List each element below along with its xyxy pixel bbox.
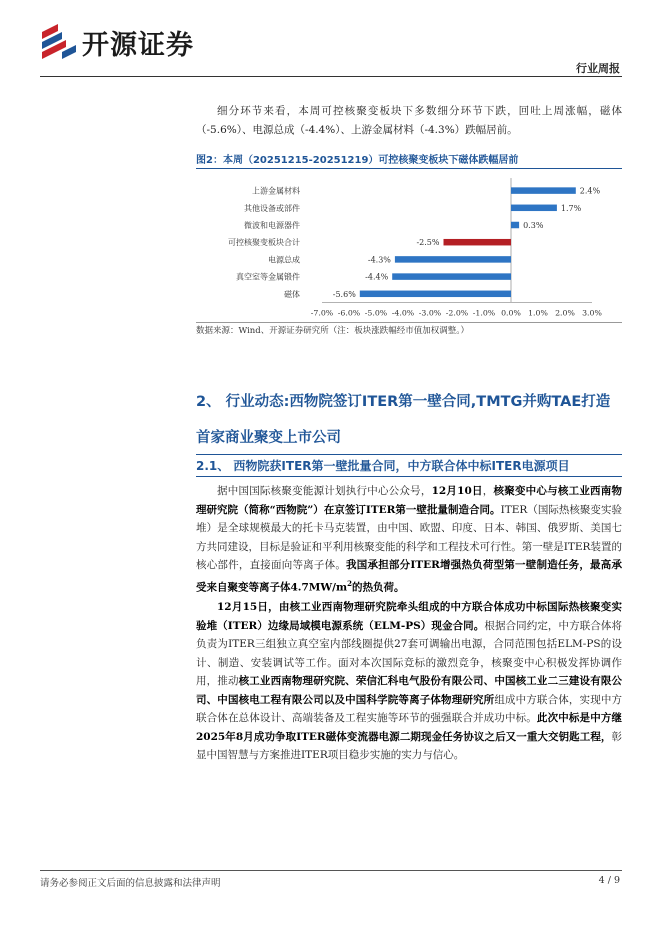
section-2-title: 2、 行业动态:西物院签订ITER第一壁合同,TMTG并购TAE打造首家商业聚变上市公司 [196, 394, 611, 446]
category-label-3: 可控核聚变板块合计 [228, 238, 300, 248]
p3-bold-members: 核工业西南物理研究院、荣信汇科电气股份有限公司、中国核工业二三建设有限公司、中国核电工程有限公司以及中国科学院等离子体物理研究所 [196, 675, 623, 706]
p2-text-1: 据中国国际核聚变能源计划执行中心公众号， [217, 485, 432, 497]
data-label-0: 2.4% [579, 186, 601, 196]
data-label-3: -2.5% [416, 238, 440, 248]
figure-source: 数据来源：Wind、开源证券研究所（注：板块涨跌幅经市值加权调整。） [196, 326, 469, 336]
section-2-1-rule [196, 476, 622, 477]
figure-title-rule [196, 168, 622, 169]
p3-text-2: 组成中方联合体，实现中方联合体在总体设计、高端装备及工程实施等环节的强强联合并成功中标。 [196, 693, 623, 724]
data-label-4: -4.3% [367, 255, 391, 265]
bar-4 [395, 256, 511, 263]
report-type: 行业周报 [576, 62, 620, 75]
section-2-rule [196, 454, 622, 455]
data-label-6: -5.6% [332, 289, 356, 299]
logo-text: 开源证券 [82, 30, 194, 61]
data-label-2: 0.3% [523, 221, 544, 230]
category-label-6: 磁体 [284, 289, 300, 299]
section-2-1-title: 2.1、 西物院获ITER第一壁批量合同，中方联合体中标ITER电源项目 [196, 459, 570, 473]
data-label-5: -4.4% [365, 272, 389, 282]
paragraph-elm-ps [196, 598, 622, 765]
p2-text-3: ITER（国际热核聚变实验堆）是全球规模最大的托卡马克装置，由中国、欧盟、印度、日本、韩国、俄罗斯、美国七方共同建设，目标是验证和平利用核聚变能的科学和工程技术可行性。第一壁是ITER装置的核心部件，直接面向等离子体。 [196, 503, 622, 571]
source-rule [196, 322, 622, 323]
x-tick-label-7: 0.0% [501, 308, 521, 318]
logo-mark [40, 22, 80, 62]
category-label-5: 真空室等金属锻件 [236, 272, 300, 282]
bar-6 [360, 291, 511, 298]
category-label-0: 上游金属材料 [252, 186, 300, 196]
p3-text-1: 根据合同约定，中方联合体将负责为ITER三组独立真空室内部线圈提供27套可调输出电源，合同范围包括ELM-PS的设计、制造、安装调试等工作。面对本次国际竞标的激烈竞争，核聚变中心积极发挥协调作用，推动 [196, 619, 622, 687]
p2-bold-contract: 核聚变中心与核工业西南物理研究院（简称“西物院”）在京签订ITER第一壁批量制造合同。 [196, 485, 623, 516]
category-label-2: 微波和电源器件 [244, 221, 300, 230]
bar-1 [511, 205, 557, 212]
x-tick-label-5: -2.0% [445, 308, 469, 318]
data-label-1: 1.7% [560, 203, 582, 213]
bar-3 [444, 239, 512, 246]
header-divider [40, 76, 622, 77]
p3-text-3: 彰显中国智慧与方案推进ITER项目稳步实施的实力与信心。 [196, 730, 622, 761]
p2-bold-date: 12月10日 [431, 485, 483, 497]
x-tick-label-3: -4.0% [391, 308, 415, 318]
x-tick-label-2: -5.0% [364, 308, 388, 318]
bar-0 [511, 187, 576, 194]
x-tick-label-10: 3.0% [582, 308, 602, 318]
x-tick-label-6: -1.0% [472, 308, 496, 318]
x-tick-label-0: -7.0% [310, 308, 334, 318]
footer-divider [40, 870, 622, 871]
x-tick-label-9: 2.0% [555, 308, 575, 318]
bar-chart [196, 174, 622, 322]
p2-superscript: 2 [347, 578, 353, 588]
p2-bold-task: 我国承担部分ITER增强热负荷型第一壁制造任务，最高承受来自聚变等离子体4.7MW/m [196, 559, 622, 593]
paragraph-iter-first-wall [196, 482, 622, 597]
category-label-4: 电源总成 [268, 255, 300, 265]
footer-disclaimer: 请务必参阅正文后面的信息披露和法律声明 [40, 878, 221, 889]
p2-bold-end: 的热负荷。 [352, 581, 405, 593]
intro-paragraph: 细分环节来看，本周可控核聚变板块下多数细分环节下跌，回吐上周涨幅，磁体（-5.6%）、电源总成（-4.4%）、上游金属材料（-4.3%）跌幅居前。 [196, 105, 622, 136]
bar-5 [392, 273, 511, 280]
x-tick-label-8: 1.0% [528, 308, 548, 318]
p3-bold-milestone: 此次中标是中方继2025年8月成功争取ITER磁体变流器电源二期现金任务协议之后又一重大交钥匙工程， [196, 712, 622, 743]
category-label-1: 其他设备或部件 [244, 203, 300, 213]
figure-title: 图2：本周（20251215-20251219）可控核聚变板块下磁体跌幅居前 [196, 155, 519, 166]
p2-text-2: ， [482, 485, 494, 497]
page-number: 4 / 9 [598, 875, 620, 886]
x-tick-label-1: -6.0% [337, 308, 361, 318]
p3-bold-intro: 12月15日，由核工业西南物理研究院牵头组成的中方联合体成功中标国际热核聚变实验堆（ITER）边缘局域模电源系统（ELM-PS）现金合同。 [196, 601, 622, 632]
x-tick-label-4: -3.0% [418, 308, 442, 318]
bar-2 [511, 222, 519, 229]
